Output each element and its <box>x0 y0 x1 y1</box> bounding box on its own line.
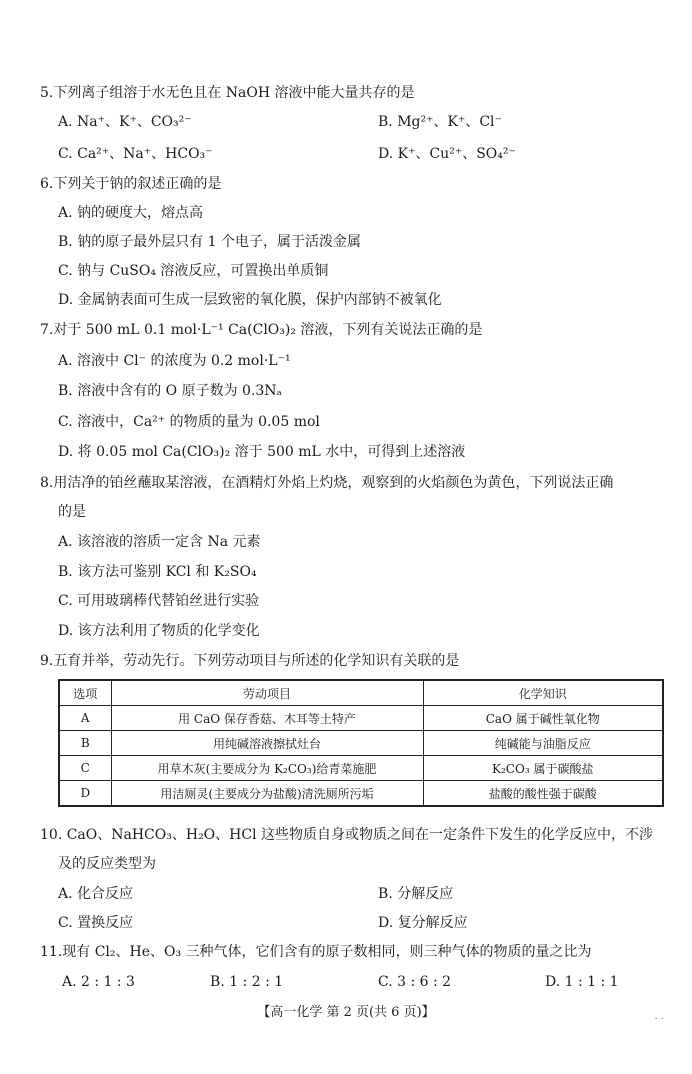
q5-stem: 5.下列离子组溶于水无色且在 NaOH 溶液中能大量共存的是 <box>40 85 415 101</box>
q7-option-b: B. 溶液中含有的 O 原子数为 0.3Nₐ <box>58 383 282 399</box>
q11-stem: 11.现有 Cl₂、He、O₃ 三种气体，它们含有的原子数相同，则三种气体的物质的量之比为 <box>40 944 592 960</box>
q7-option-d: D. 将 0.05 mol Ca(ClO₃)₂ 溶于 500 mL 水中，可得到上述溶液 <box>58 444 466 460</box>
q8-stem-line1: 8.用洁净的铂丝蘸取某溶液，在酒精灯外焰上灼烧，观察到的火焰颜色为黄色，下列说法正确 <box>40 475 614 491</box>
q6-option-c: C. 钠与 CuSO₄ 溶液反应，可置换出单质铜 <box>58 263 329 279</box>
q8-option-d: D. 该方法利用了物质的化学变化 <box>58 623 260 639</box>
row-labor-item: 用洁厕灵(主要成分为盐酸)清洗厕所污垢 <box>111 781 423 807</box>
q8-stem-line2: 的是 <box>58 504 86 520</box>
q6-stem: 6.下列关于钠的叙述正确的是 <box>40 176 222 192</box>
q5-option-c: C. Ca²⁺、Na⁺、HCO₃⁻ <box>58 146 213 162</box>
q5-option-d: D. K⁺、Cu²⁺、SO₄²⁻ <box>378 146 516 162</box>
q10-stem-line1: 10. CaO、NaHCO₃、H₂O、HCl 这些物质自身或物质之间在一定条件下发生的化学反应中，不涉 <box>40 827 654 843</box>
row-labor-item: 用草木灰(主要成分为 K₂CO₃)给青菜施肥 <box>111 756 423 781</box>
table-row <box>59 781 663 807</box>
row-chem-knowledge: 盐酸的酸性强于碳酸 <box>423 781 663 807</box>
row-chem-knowledge: K₂CO₃ 属于碳酸盐 <box>423 756 663 781</box>
row-chem-knowledge: CaO 属于碱性氧化物 <box>423 706 663 731</box>
q8-option-b: B. 该方法可鉴别 KCl 和 K₂SO₄ <box>58 564 257 580</box>
row-label: C <box>59 756 111 781</box>
q10-option-c: C. 置换反应 <box>58 915 134 931</box>
row-labor-item: 用 CaO 保存香菇、木耳等土特产 <box>111 706 423 731</box>
row-label: B <box>59 731 111 756</box>
page-footer: 【高一化学 第 2 页(共 6 页)】 <box>257 1005 435 1020</box>
q10-option-a: A. 化合反应 <box>58 886 134 902</box>
q7-option-a: A. 溶液中 Cl⁻ 的浓度为 0.2 mol·L⁻¹ <box>58 353 291 369</box>
row-chem-knowledge: 纯碱能与油脂反应 <box>423 731 663 756</box>
q6-option-d: D. 金属钠表面可生成一层致密的氧化膜，保护内部钠不被氧化 <box>58 292 442 308</box>
q7-stem: 7.对于 500 mL 0.1 mol·L⁻¹ Ca(ClO₃)₂ 溶液，下列有关说法正确的是 <box>40 322 483 338</box>
row-labor-item: 用纯碱溶液擦拭灶台 <box>111 731 423 756</box>
q11-option-c: C. 3 : 6 : 2 <box>378 974 452 990</box>
q6-option-b: B. 钠的原子最外层只有 1 个电子，属于活泼金属 <box>58 234 361 250</box>
row-label: A <box>59 706 111 731</box>
q5-option-b: B. Mg²⁺、K⁺、Cl⁻ <box>378 114 502 130</box>
q11-option-b: B. 1 : 2 : 1 <box>210 974 284 990</box>
q5-option-a: A. Na⁺、K⁺、CO₃²⁻ <box>58 114 192 130</box>
q10-stem-line2: 及的反应类型为 <box>58 856 156 872</box>
header-labor-item: 劳动项目 <box>111 680 423 706</box>
row-label: D <box>59 781 111 807</box>
corner-marks: . . <box>654 1011 664 1022</box>
q9-stem: 9.五育并举，劳动先行。下列劳动项目与所述的化学知识有关联的是 <box>40 653 460 669</box>
header-chem-knowledge: 化学知识 <box>423 680 663 706</box>
table-row <box>59 706 663 731</box>
q11-option-d: D. 1 : 1 : 1 <box>545 974 619 990</box>
q7-option-c: C. 溶液中，Ca²⁺ 的物质的量为 0.05 mol <box>58 414 320 430</box>
q11-option-a: A. 2 : 1 : 3 <box>62 974 135 990</box>
q9-table <box>58 679 664 807</box>
q10-option-b: B. 分解反应 <box>378 886 454 902</box>
table-header-row <box>59 680 663 706</box>
q6-option-a: A. 钠的硬度大，熔点高 <box>58 205 204 221</box>
table-row <box>59 756 663 781</box>
q8-option-c: C. 可用玻璃棒代替铂丝进行实验 <box>58 593 260 609</box>
header-option: 选项 <box>59 680 111 706</box>
q8-option-a: A. 该溶液的溶质一定含 Na 元素 <box>58 534 261 550</box>
q10-option-d: D. 复分解反应 <box>378 915 468 931</box>
table-row <box>59 731 663 756</box>
